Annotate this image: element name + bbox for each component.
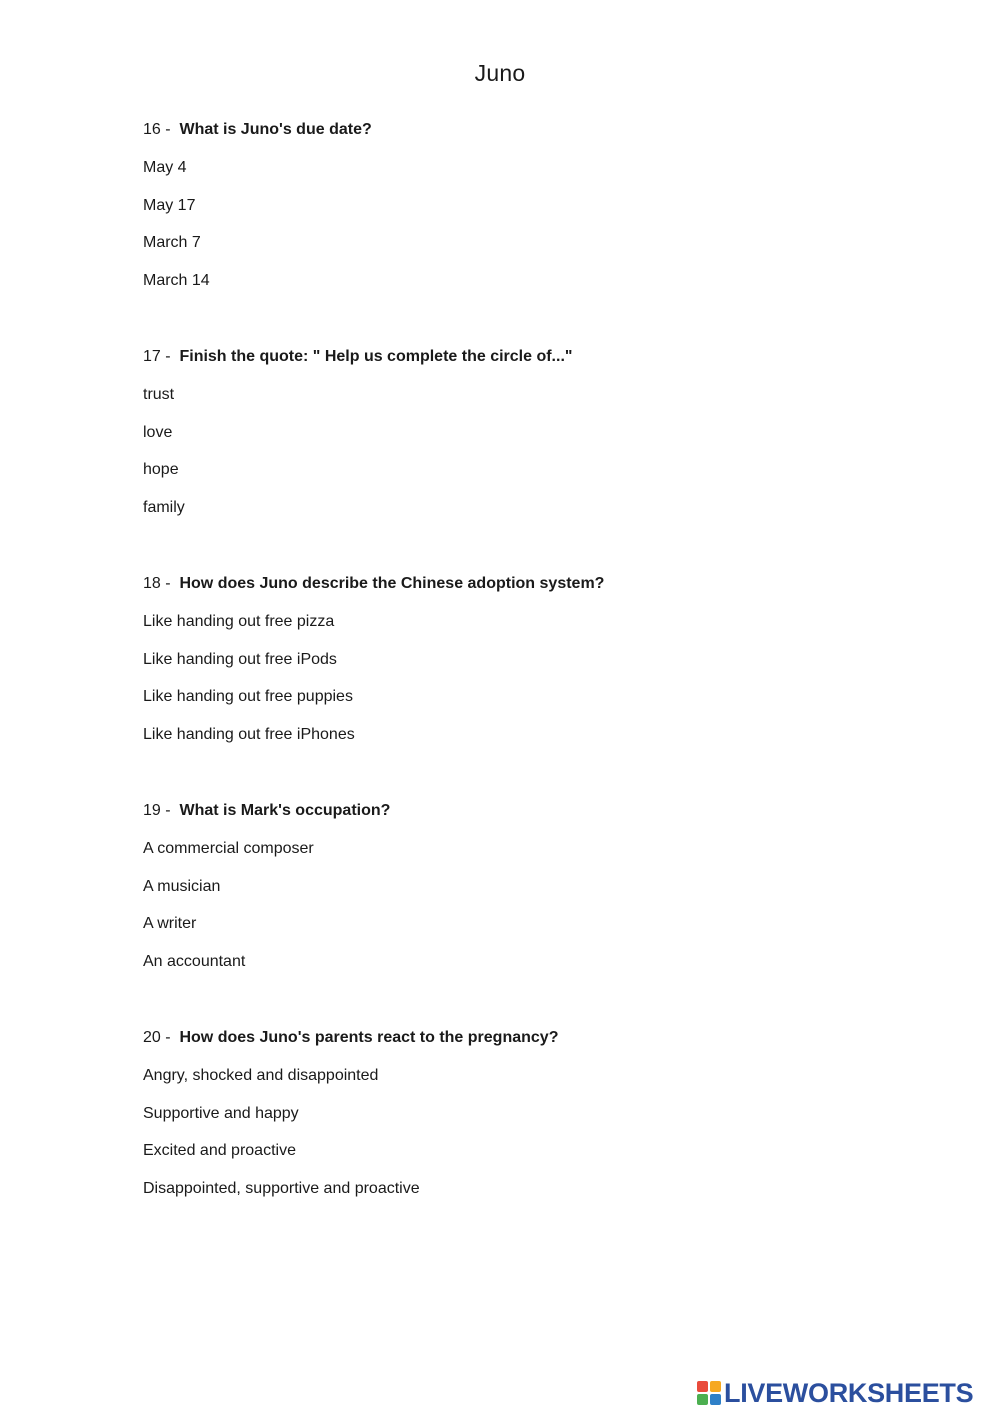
option-list — [143, 837, 943, 974]
question-line — [143, 799, 943, 823]
option-list — [143, 1064, 943, 1201]
question-17 — [143, 345, 943, 572]
question-list — [143, 118, 943, 1253]
answer-option[interactable]: Excited and proactive — [143, 1142, 296, 1160]
answer-option[interactable]: May 17 — [143, 196, 196, 214]
answer-option[interactable]: trust — [143, 386, 175, 403]
question-text: What is Juno's due date? — [179, 121, 372, 138]
answer-option[interactable]: An accountant — [143, 953, 246, 971]
answer-option[interactable]: Like handing out free puppies — [143, 688, 353, 706]
answer-option[interactable]: Like handing out free pizza — [143, 613, 335, 630]
logo-tile-blue — [710, 1394, 721, 1405]
answer-option[interactable]: March 7 — [143, 234, 201, 252]
answer-option[interactable]: Disappointed, supportive and proactive — [143, 1180, 420, 1198]
answer-option[interactable]: Angry, shocked and disappointed — [143, 1067, 379, 1084]
answer-option[interactable]: love — [143, 423, 173, 441]
question-line — [143, 1026, 943, 1050]
question-number: 19 - — [143, 802, 171, 819]
answer-option[interactable]: A musician — [143, 877, 221, 895]
logo-tile-green — [697, 1394, 708, 1405]
liveworksheets-logo — [697, 1378, 973, 1408]
answer-option[interactable]: Like handing out free iPods — [143, 650, 337, 668]
option-list — [143, 156, 943, 293]
answer-option[interactable]: hope — [143, 461, 179, 479]
answer-option[interactable]: March 14 — [143, 272, 210, 290]
logo-tile-red — [697, 1381, 708, 1392]
logo-tile-orange — [710, 1381, 721, 1392]
question-text: How does Juno describe the Chinese adoption system? — [179, 575, 605, 592]
option-list — [143, 383, 943, 520]
question-text: Finish the quote: " Help us complete the circle of..." — [179, 348, 573, 365]
question-text: What is Mark's occupation? — [179, 802, 391, 819]
question-18 — [143, 572, 943, 799]
option-list — [143, 610, 943, 747]
question-number: 20 - — [143, 1029, 171, 1046]
question-number: 17 - — [143, 348, 171, 365]
answer-option[interactable]: A writer — [143, 915, 197, 933]
question-line — [143, 572, 943, 596]
question-text: How does Juno's parents react to the pregnancy? — [179, 1029, 559, 1046]
question-line — [143, 345, 943, 369]
answer-option[interactable]: A commercial composer — [143, 840, 314, 857]
question-16 — [143, 118, 943, 345]
liveworksheets-logo-icon — [697, 1381, 721, 1405]
question-number: 18 - — [143, 575, 171, 592]
answer-option[interactable]: Supportive and happy — [143, 1104, 299, 1122]
answer-option[interactable]: Like handing out free iPhones — [143, 726, 355, 744]
question-20 — [143, 1026, 943, 1253]
question-number: 16 - — [143, 121, 171, 138]
logo-text: LIVEWORKSHEETS — [724, 1378, 974, 1408]
page-title: Juno — [474, 60, 526, 86]
answer-option[interactable]: May 4 — [143, 159, 187, 176]
question-19 — [143, 799, 943, 1026]
question-line — [143, 118, 943, 142]
answer-option[interactable]: family — [143, 499, 185, 517]
